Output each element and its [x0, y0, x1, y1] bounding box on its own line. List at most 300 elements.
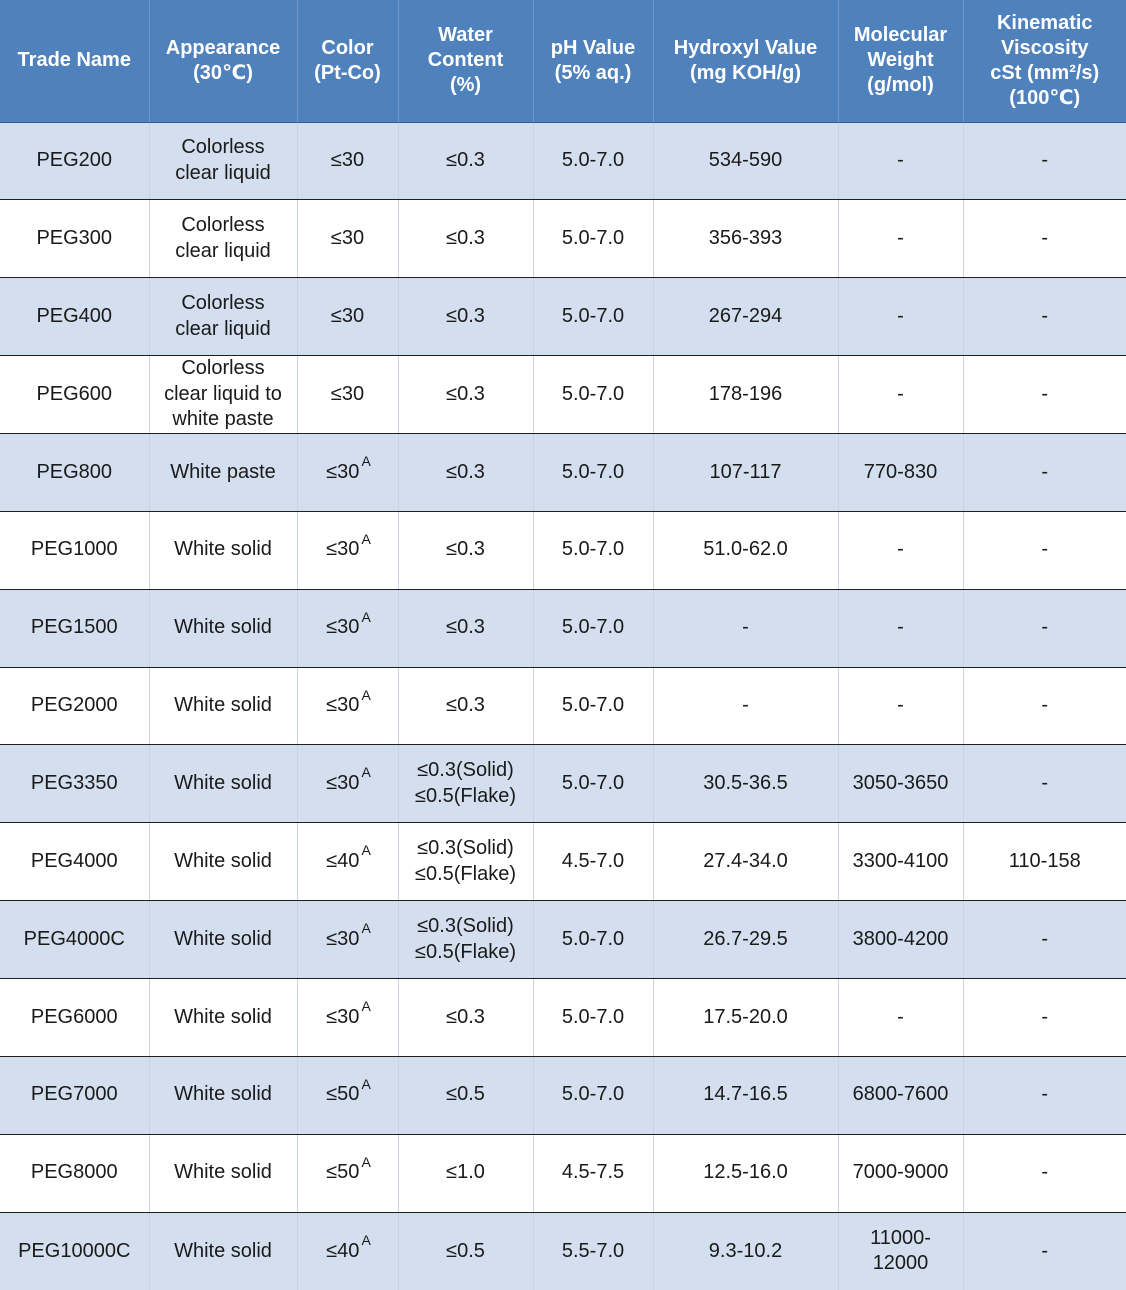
cell-kinematic-viscosity — [963, 511, 1126, 589]
molecular-weight-line: - — [897, 227, 904, 250]
molecular-weight-line: 11000- — [870, 1226, 931, 1249]
appearance-line: White solid — [174, 616, 272, 639]
viscosity-value: - — [1041, 538, 1049, 561]
water-content-line: ≤0.3(Solid) — [417, 837, 514, 860]
water-content-line: ≤1.0 — [446, 1161, 485, 1184]
water-content-line: ≤0.5(Flake) — [414, 940, 516, 963]
molecular-weight-line: - — [897, 1005, 904, 1028]
cell-hydroxyl-value — [653, 122, 838, 200]
header-line: (mg KOH/g) — [689, 61, 802, 84]
cell-kinematic-viscosity — [963, 589, 1126, 667]
table-row — [0, 667, 1126, 745]
hydroxyl-value: 356-393 — [708, 227, 783, 250]
cell-trade-name — [0, 511, 149, 589]
ph-value: 5.0-7.0 — [561, 382, 625, 405]
hydroxyl-value: 12.5-16.0 — [703, 1161, 788, 1184]
header-line: (5% aq.) — [554, 61, 632, 84]
water-content-line: ≤0.5(Flake) — [414, 862, 516, 885]
molecular-weight-line: 3050-3650 — [852, 772, 949, 795]
cell-water-content — [398, 667, 533, 745]
ph-value: 5.0-7.0 — [561, 772, 625, 795]
appearance-line: White solid — [174, 1239, 272, 1262]
color-value: ≤30 — [330, 304, 365, 327]
cell-molecular-weight — [838, 978, 963, 1056]
viscosity-value: - — [1041, 227, 1049, 250]
cell-trade-name — [0, 589, 149, 667]
cell-kinematic-viscosity — [963, 433, 1126, 511]
cell-molecular-weight — [838, 278, 963, 356]
cell-color — [297, 511, 398, 589]
cell-color — [297, 278, 398, 356]
cell-color — [297, 1056, 398, 1134]
ph-value: 5.5-7.0 — [561, 1239, 625, 1262]
color-value: ≤30 — [326, 460, 360, 483]
color-footnote-marker: A — [361, 686, 371, 703]
header-kinematic-viscosity — [963, 0, 1126, 122]
trade-name-value: PEG6000 — [30, 1005, 118, 1028]
cell-water-content — [398, 1212, 533, 1290]
cell-ph-value — [533, 823, 653, 901]
water-content-line: ≤0.3 — [446, 694, 485, 717]
color-value: ≤30 — [326, 538, 360, 561]
table-row — [0, 278, 1126, 356]
cell-ph-value — [533, 667, 653, 745]
cell-color — [297, 1134, 398, 1212]
viscosity-value: - — [1041, 1161, 1049, 1184]
cell-water-content — [398, 433, 533, 511]
color-footnote-marker: A — [361, 452, 371, 469]
cell-appearance — [149, 122, 297, 200]
cell-kinematic-viscosity — [963, 978, 1126, 1056]
cell-water-content — [398, 1056, 533, 1134]
color-value: ≤30 — [330, 382, 365, 405]
cell-hydroxyl-value — [653, 1056, 838, 1134]
cell-water-content — [398, 901, 533, 979]
cell-hydroxyl-value — [653, 278, 838, 356]
cell-water-content — [398, 589, 533, 667]
appearance-line: Colorless — [181, 292, 265, 315]
trade-name-value: PEG1000 — [30, 538, 118, 561]
cell-water-content — [398, 823, 533, 901]
ph-value: 5.0-7.0 — [561, 694, 625, 717]
cell-ph-value — [533, 122, 653, 200]
cell-ph-value — [533, 745, 653, 823]
cell-molecular-weight — [838, 433, 963, 511]
water-content-line: ≤0.3 — [446, 460, 485, 483]
cell-appearance — [149, 589, 297, 667]
viscosity-value: - — [1041, 149, 1049, 172]
viscosity-value: - — [1041, 460, 1049, 483]
header-row — [0, 0, 1126, 122]
cell-water-content — [398, 511, 533, 589]
cell-ph-value — [533, 901, 653, 979]
cell-appearance — [149, 667, 297, 745]
cell-hydroxyl-value — [653, 1134, 838, 1212]
cell-molecular-weight — [838, 823, 963, 901]
cell-trade-name — [0, 1056, 149, 1134]
hydroxyl-value: 17.5-20.0 — [703, 1005, 788, 1028]
viscosity-value: - — [1041, 382, 1049, 405]
table-row — [0, 589, 1126, 667]
cell-trade-name — [0, 122, 149, 200]
hydroxyl-value: 267-294 — [708, 304, 783, 327]
molecular-weight-line: 7000-9000 — [852, 1161, 949, 1184]
cell-ph-value — [533, 1056, 653, 1134]
hydroxyl-value: 30.5-36.5 — [703, 772, 788, 795]
table-row — [0, 1134, 1126, 1212]
cell-molecular-weight — [838, 1056, 963, 1134]
water-content-line: ≤0.3(Solid) — [417, 759, 514, 782]
water-content-line: ≤0.3 — [446, 538, 485, 561]
viscosity-value: - — [1041, 1083, 1049, 1106]
header-line: pH Value — [550, 36, 636, 59]
header-line: Weight — [867, 49, 934, 72]
cell-water-content — [398, 978, 533, 1056]
appearance-line: White solid — [174, 849, 272, 872]
trade-name-value: PEG400 — [36, 304, 113, 327]
viscosity-value: 110-158 — [1008, 849, 1081, 872]
cell-kinematic-viscosity — [963, 823, 1126, 901]
trade-name-value: PEG600 — [36, 382, 113, 405]
table-row — [0, 978, 1126, 1056]
trade-name-value: PEG1500 — [30, 616, 118, 639]
cell-trade-name — [0, 901, 149, 979]
color-footnote-marker: A — [361, 920, 371, 937]
trade-name-value: PEG7000 — [30, 1083, 118, 1106]
trade-name-value: PEG2000 — [30, 694, 118, 717]
ph-value: 5.0-7.0 — [561, 460, 625, 483]
appearance-line: White paste — [170, 460, 276, 483]
ph-value: 4.5-7.0 — [561, 849, 625, 872]
ph-value: 5.0-7.0 — [561, 1083, 625, 1106]
viscosity-value: - — [1041, 772, 1049, 795]
ph-value: 5.0-7.0 — [561, 227, 625, 250]
appearance-line: Colorless — [181, 136, 265, 159]
viscosity-value: - — [1041, 1239, 1049, 1262]
ph-value: 4.5-7.5 — [561, 1161, 625, 1184]
color-value: ≤50 — [326, 1083, 360, 1106]
cell-water-content — [398, 200, 533, 278]
hydroxyl-value: 26.7-29.5 — [703, 927, 788, 950]
table-row — [0, 200, 1126, 278]
appearance-line: clear liquid — [175, 317, 271, 340]
cell-appearance — [149, 356, 297, 434]
table-row — [0, 1212, 1126, 1290]
cell-kinematic-viscosity — [963, 1212, 1126, 1290]
cell-color — [297, 122, 398, 200]
appearance-line: White solid — [174, 772, 272, 795]
trade-name-value: PEG200 — [36, 149, 113, 172]
cell-color — [297, 356, 398, 434]
cell-hydroxyl-value — [653, 511, 838, 589]
cell-appearance — [149, 433, 297, 511]
hydroxyl-value: 51.0-62.0 — [703, 538, 788, 561]
molecular-weight-line: - — [897, 616, 904, 639]
cell-appearance — [149, 978, 297, 1056]
water-content-line: ≤0.3 — [446, 382, 485, 405]
cell-ph-value — [533, 200, 653, 278]
appearance-line: clear liquid to — [164, 382, 282, 405]
cell-water-content — [398, 356, 533, 434]
appearance-line: Colorless — [181, 357, 265, 380]
molecular-weight-line: 12000 — [872, 1252, 929, 1275]
cell-appearance — [149, 745, 297, 823]
cell-water-content — [398, 745, 533, 823]
viscosity-value: - — [1041, 304, 1049, 327]
trade-name-value: PEG800 — [36, 460, 113, 483]
header-molecular-weight — [838, 0, 963, 122]
cell-appearance — [149, 901, 297, 979]
trade-name-value: PEG4000 — [30, 849, 118, 872]
hydroxyl-value: 14.7-16.5 — [703, 1083, 788, 1106]
cell-molecular-weight — [838, 200, 963, 278]
table-row — [0, 122, 1126, 200]
color-value: ≤30 — [330, 227, 365, 250]
appearance-line: White solid — [174, 538, 272, 561]
hydroxyl-value: - — [742, 694, 749, 717]
hydroxyl-value: 178-196 — [708, 382, 783, 405]
cell-ph-value — [533, 433, 653, 511]
viscosity-value: - — [1041, 927, 1049, 950]
cell-ph-value — [533, 589, 653, 667]
color-value: ≤30 — [326, 927, 360, 950]
viscosity-value: - — [1041, 694, 1049, 717]
header-line: Color — [321, 36, 374, 59]
cell-color — [297, 745, 398, 823]
cell-appearance — [149, 1056, 297, 1134]
appearance-line: Colorless — [181, 214, 265, 237]
viscosity-value: - — [1041, 1005, 1049, 1028]
cell-trade-name — [0, 1212, 149, 1290]
appearance-line: White solid — [174, 927, 272, 950]
cell-molecular-weight — [838, 901, 963, 979]
cell-molecular-weight — [838, 1212, 963, 1290]
table-body — [0, 122, 1126, 1290]
ph-value: 5.0-7.0 — [561, 538, 625, 561]
cell-trade-name — [0, 1134, 149, 1212]
cell-hydroxyl-value — [653, 433, 838, 511]
cell-molecular-weight — [838, 667, 963, 745]
hydroxyl-value: 534-590 — [708, 149, 783, 172]
molecular-weight-line: - — [897, 304, 904, 327]
cell-ph-value — [533, 1212, 653, 1290]
cell-molecular-weight — [838, 589, 963, 667]
water-content-line: ≤0.5 — [446, 1239, 485, 1262]
cell-appearance — [149, 511, 297, 589]
header-line: Viscosity — [1001, 36, 1089, 59]
appearance-line: white paste — [172, 408, 274, 431]
cell-ph-value — [533, 978, 653, 1056]
table-row — [0, 1056, 1126, 1134]
appearance-line: White solid — [174, 1083, 272, 1106]
cell-appearance — [149, 278, 297, 356]
water-content-line: ≤0.3 — [446, 149, 485, 172]
table-row — [0, 745, 1126, 823]
cell-appearance — [149, 200, 297, 278]
molecular-weight-line: - — [897, 149, 904, 172]
table-row — [0, 823, 1126, 901]
cell-trade-name — [0, 978, 149, 1056]
header-line: Water — [438, 24, 493, 47]
cell-water-content — [398, 278, 533, 356]
color-footnote-marker: A — [361, 1075, 371, 1092]
cell-ph-value — [533, 356, 653, 434]
header-hydroxyl-value — [653, 0, 838, 122]
cell-water-content — [398, 122, 533, 200]
header-line: Hydroxyl Value — [673, 36, 818, 59]
cell-hydroxyl-value — [653, 667, 838, 745]
ph-value: 5.0-7.0 — [561, 616, 625, 639]
appearance-line: White solid — [174, 1161, 272, 1184]
cell-trade-name — [0, 433, 149, 511]
table-row — [0, 356, 1126, 434]
water-content-line: ≤0.3 — [446, 1005, 485, 1028]
cell-color — [297, 978, 398, 1056]
molecular-weight-line: - — [897, 382, 904, 405]
cell-trade-name — [0, 200, 149, 278]
color-value: ≤40 — [326, 1239, 360, 1262]
trade-name-value: PEG300 — [36, 227, 113, 250]
cell-trade-name — [0, 667, 149, 745]
color-value: ≤30 — [326, 694, 360, 717]
header-ph-value — [533, 0, 653, 122]
cell-water-content — [398, 1134, 533, 1212]
header-trade-name — [0, 0, 149, 122]
color-value: ≤40 — [326, 849, 360, 872]
cell-molecular-weight — [838, 511, 963, 589]
color-footnote-marker: A — [361, 530, 371, 547]
table-row — [0, 901, 1126, 979]
cell-molecular-weight — [838, 1134, 963, 1212]
header-water-content — [398, 0, 533, 122]
cell-kinematic-viscosity — [963, 1134, 1126, 1212]
color-footnote-marker: A — [361, 1153, 371, 1170]
ph-value: 5.0-7.0 — [561, 1005, 625, 1028]
header-line: (Pt-Co) — [314, 61, 381, 84]
cell-color — [297, 200, 398, 278]
molecular-weight-line: 6800-7600 — [852, 1083, 949, 1106]
appearance-line: clear liquid — [175, 161, 271, 184]
header-line: (100℃) — [1009, 86, 1081, 109]
cell-color — [297, 823, 398, 901]
cell-molecular-weight — [838, 745, 963, 823]
cell-color — [297, 901, 398, 979]
water-content-line: ≤0.3 — [446, 304, 485, 327]
trade-name-value: PEG10000C — [18, 1239, 131, 1262]
cell-hydroxyl-value — [653, 901, 838, 979]
cell-kinematic-viscosity — [963, 278, 1126, 356]
hydroxyl-value: - — [742, 616, 749, 639]
water-content-line: ≤0.5(Flake) — [414, 784, 516, 807]
cell-appearance — [149, 1212, 297, 1290]
appearance-line: White solid — [174, 694, 272, 717]
water-content-line: ≤0.5 — [446, 1083, 485, 1106]
viscosity-value: - — [1041, 616, 1049, 639]
trade-name-value: PEG3350 — [30, 772, 118, 795]
hydroxyl-value: 9.3-10.2 — [708, 1239, 783, 1262]
color-value: ≤30 — [326, 616, 360, 639]
color-footnote-marker: A — [361, 1231, 371, 1248]
molecular-weight-line: 3800-4200 — [852, 927, 949, 950]
cell-trade-name — [0, 823, 149, 901]
header-appearance — [149, 0, 297, 122]
cell-appearance — [149, 1134, 297, 1212]
molecular-weight-line: - — [897, 694, 904, 717]
color-value: ≤30 — [326, 1005, 360, 1028]
molecular-weight-line: - — [897, 538, 904, 561]
water-content-line: ≤0.3(Solid) — [417, 915, 514, 938]
cell-hydroxyl-value — [653, 1212, 838, 1290]
header-line: (30℃) — [193, 61, 253, 84]
trade-name-value: PEG4000C — [23, 927, 125, 950]
color-footnote-marker: A — [361, 608, 371, 625]
appearance-line: White solid — [174, 1005, 272, 1028]
cell-ph-value — [533, 1134, 653, 1212]
header-line: Kinematic — [996, 11, 1093, 34]
cell-color — [297, 667, 398, 745]
color-value: ≤30 — [326, 772, 360, 795]
cell-hydroxyl-value — [653, 589, 838, 667]
water-content-line: ≤0.3 — [446, 227, 485, 250]
cell-kinematic-viscosity — [963, 745, 1126, 823]
cell-trade-name — [0, 745, 149, 823]
cell-kinematic-viscosity — [963, 200, 1126, 278]
cell-hydroxyl-value — [653, 200, 838, 278]
cell-kinematic-viscosity — [963, 356, 1126, 434]
hydroxyl-value: 107-117 — [709, 460, 782, 483]
color-footnote-marker: A — [361, 842, 371, 859]
cell-hydroxyl-value — [653, 978, 838, 1056]
cell-kinematic-viscosity — [963, 901, 1126, 979]
color-value: ≤50 — [326, 1161, 360, 1184]
trade-name-value: PEG8000 — [30, 1161, 118, 1184]
header-color — [297, 0, 398, 122]
ph-value: 5.0-7.0 — [561, 304, 625, 327]
cell-ph-value — [533, 278, 653, 356]
ph-value: 5.0-7.0 — [561, 927, 625, 950]
header-line: Trade Name — [17, 49, 131, 72]
cell-molecular-weight — [838, 356, 963, 434]
header-line: cSt (mm²/s) — [990, 61, 1100, 84]
water-content-line: ≤0.3 — [446, 616, 485, 639]
table-row — [0, 433, 1126, 511]
header-line: Content — [427, 49, 504, 72]
header-line: Molecular — [853, 24, 948, 47]
appearance-line: clear liquid — [175, 239, 271, 262]
color-footnote-marker: A — [361, 997, 371, 1014]
cell-appearance — [149, 823, 297, 901]
color-footnote-marker: A — [361, 764, 371, 781]
cell-kinematic-viscosity — [963, 667, 1126, 745]
header-line: (g/mol) — [867, 74, 934, 97]
cell-trade-name — [0, 356, 149, 434]
hydroxyl-value: 27.4-34.0 — [703, 849, 788, 872]
cell-color — [297, 433, 398, 511]
cell-kinematic-viscosity — [963, 122, 1126, 200]
cell-hydroxyl-value — [653, 823, 838, 901]
cell-hydroxyl-value — [653, 745, 838, 823]
cell-hydroxyl-value — [653, 356, 838, 434]
header-line: (%) — [449, 74, 482, 97]
cell-color — [297, 589, 398, 667]
cell-molecular-weight — [838, 122, 963, 200]
cell-ph-value — [533, 511, 653, 589]
cell-trade-name — [0, 278, 149, 356]
cell-kinematic-viscosity — [963, 1056, 1126, 1134]
cell-color — [297, 1212, 398, 1290]
header-line: Appearance — [165, 36, 281, 59]
table-header — [0, 0, 1126, 122]
